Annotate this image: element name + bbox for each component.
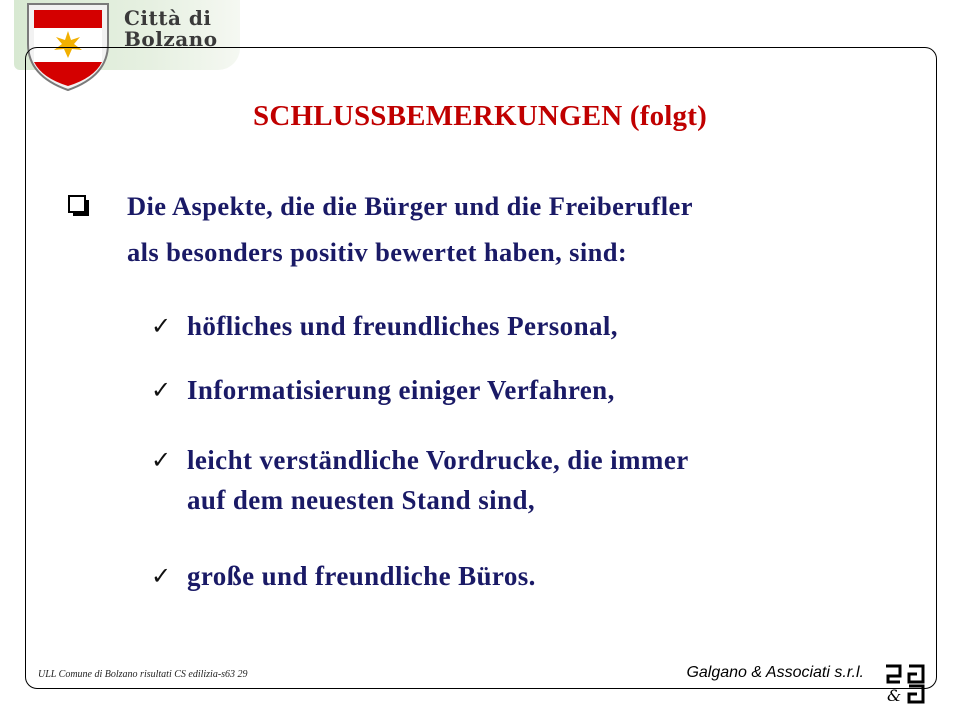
list-item-text: leicht verständliche Vordrucke, die immer: [187, 445, 689, 475]
square-bullet-icon: [68, 195, 90, 217]
intro-text: [127, 183, 927, 275]
list-item: [151, 306, 907, 346]
footer-reference: ULL Comune di Bolzano risultati CS edilizia-s63 29: [38, 669, 248, 680]
list-item-text-line2: auf dem neuesten Stand sind,: [187, 485, 536, 515]
list-item-text: große und freundliche Büros.: [187, 561, 536, 591]
checkmark-icon: ✓: [151, 446, 172, 474]
svg-text:&: &: [887, 686, 902, 705]
list-item: [151, 556, 907, 596]
city-name-line2: Bolzano: [124, 27, 218, 51]
city-name-line1: Città di: [124, 6, 212, 30]
footer-company: Galgano & Associati s.r.l.: [686, 664, 864, 681]
list-item: [151, 370, 907, 410]
intro-line1: Die Aspekte, die die Bürger und die Freiberufler: [127, 191, 693, 221]
list-item: [151, 440, 907, 520]
intro-line2: als besonders positiv bewertet haben, sind:: [127, 237, 628, 267]
list-item-text: Informatisierung einiger Verfahren,: [187, 375, 615, 405]
list-item-text: höfliches und freundliches Personal,: [187, 311, 618, 341]
checkmark-icon: ✓: [151, 376, 172, 404]
galgano-logo-icon: [883, 663, 927, 705]
slide-title: SCHLUSSBEMERKUNGEN (folgt): [253, 100, 707, 132]
checkmark-icon: ✓: [151, 562, 172, 590]
checkmark-icon: ✓: [151, 312, 172, 340]
